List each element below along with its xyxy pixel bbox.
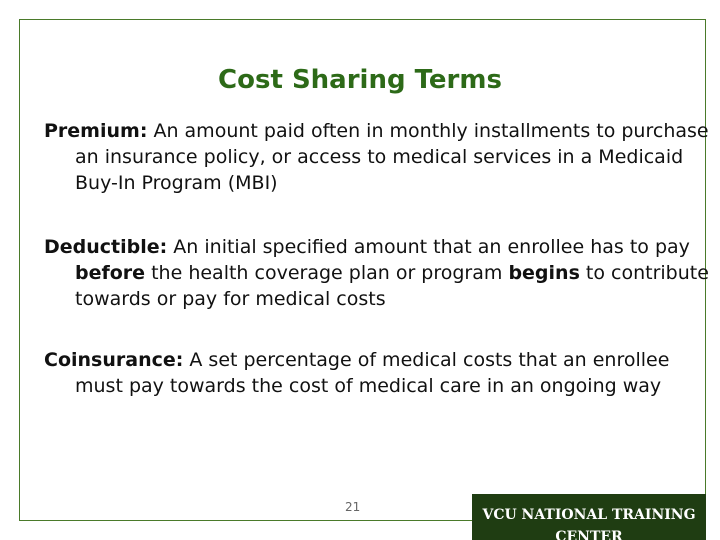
page-number: 21 <box>345 500 361 514</box>
term-name: Premium: <box>44 120 148 142</box>
logo-line-2: CENTER <box>555 529 623 540</box>
term-definition: An amount paid often in monthly installments to purchase an insurance policy, or access to medical services in a Medicaid Buy-In Program (MBI) <box>75 120 709 194</box>
term-definition: A set percentage of medical costs that an enrollee must pay towards the cost of medical care in an ongoing way <box>75 349 670 397</box>
term-premium <box>44 118 715 196</box>
vcu-logo <box>472 494 706 540</box>
term-definition-part: the health coverage plan or program <box>145 262 509 284</box>
logo-line-1: VCU NATIONAL TRAINING <box>482 507 696 523</box>
term-emphasis: before <box>75 262 146 284</box>
term-deductible <box>44 234 715 312</box>
term-name: Deductible: <box>44 236 168 258</box>
term-name: Coinsurance: <box>44 349 184 371</box>
term-coinsurance <box>44 347 715 399</box>
term-definition-part: to contribute towards or pay for medical costs <box>75 262 709 310</box>
term-emphasis: begins <box>508 262 580 284</box>
slide-title: Cost Sharing Terms <box>218 65 502 95</box>
term-definition-part: An initial specified amount that an enrollee has to pay <box>167 236 690 258</box>
